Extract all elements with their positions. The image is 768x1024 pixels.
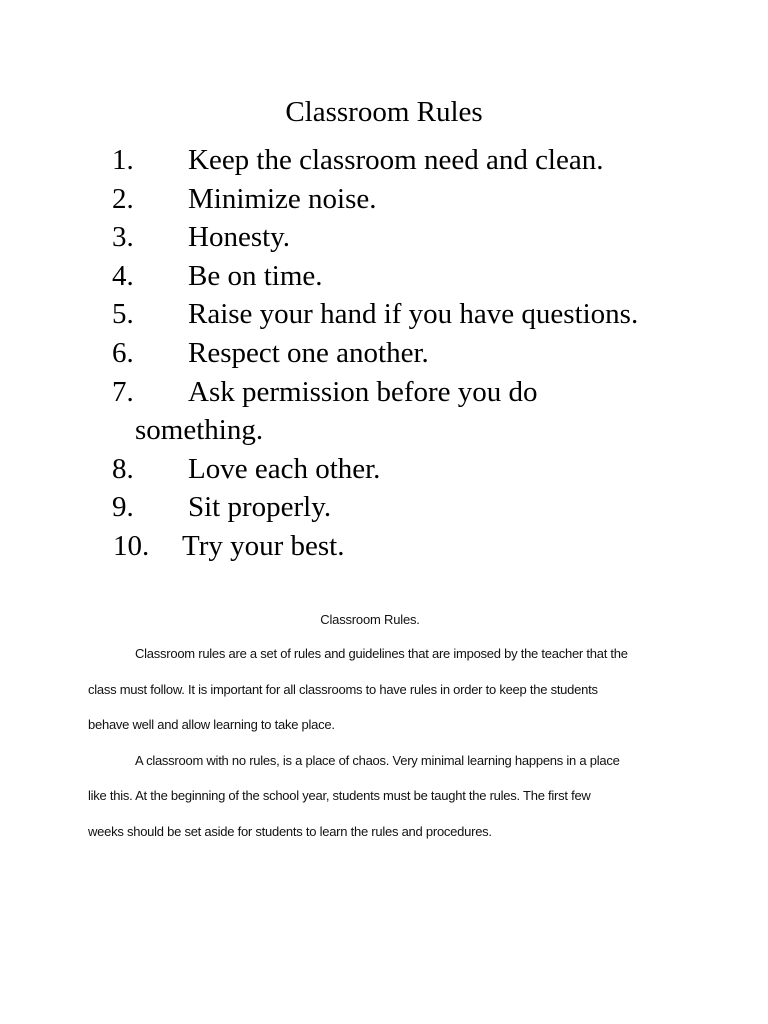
rule-text: Raise your hand if you have questions. xyxy=(188,298,639,331)
rule-number: 9. xyxy=(112,491,134,524)
essay-line: weeks should be set aside for students to learn the rules and procedures. xyxy=(88,823,492,839)
rule-text: Keep the classroom need and clean. xyxy=(188,144,604,176)
essay-line: like this. At the beginning of the school year, students must be taught the rules. The first few xyxy=(88,788,591,803)
rule-item xyxy=(0,334,768,373)
rule-text-block xyxy=(135,373,538,450)
rule-text: Ask permission before you do xyxy=(188,375,538,408)
rule-number: 7. xyxy=(112,375,134,408)
rule-item xyxy=(0,295,768,334)
rule-number: 8. xyxy=(112,452,134,485)
rule-item xyxy=(0,218,768,257)
rule-text-continuation: something. xyxy=(135,414,264,447)
rule-item xyxy=(0,257,768,296)
essay-title: Classroom Rules. xyxy=(320,612,420,627)
rule-text: Minimize noise. xyxy=(188,182,377,215)
rule-number: 10. xyxy=(113,529,150,562)
rule-number: 1. xyxy=(112,144,134,176)
rule-number: 2. xyxy=(112,182,134,215)
rule-item xyxy=(0,488,768,527)
rule-text: Respect one another. xyxy=(188,336,429,369)
rule-item xyxy=(0,180,768,219)
rule-number: 4. xyxy=(112,259,134,292)
rule-text: Honesty. xyxy=(188,221,291,254)
rule-text: Love each other. xyxy=(188,452,381,485)
essay-paragraph xyxy=(88,636,688,743)
essay-line: class must follow. It is important for all classrooms to have rules in order to keep the students xyxy=(88,681,598,697)
rule-number: 3. xyxy=(112,221,134,254)
rule-item xyxy=(0,141,768,180)
rule-number: 6. xyxy=(112,336,134,369)
essay-line: A classroom with no rules, is a place of chaos. Very minimal learning happens in a place xyxy=(135,752,620,768)
page-title: Classroom Rules xyxy=(285,96,483,128)
rule-text: Try your best. xyxy=(182,529,345,562)
rule-item xyxy=(0,450,768,489)
rule-item xyxy=(0,373,768,450)
essay-line: behave well and allow learning to take place. xyxy=(88,717,335,732)
essay-line: Classroom rules are a set of rules and guidelines that are imposed by the teacher that the xyxy=(135,646,628,661)
essay-section xyxy=(88,604,688,849)
rule-number: 5. xyxy=(112,298,134,331)
rules-list xyxy=(0,141,768,566)
rule-item xyxy=(0,527,768,566)
rule-text: Sit properly. xyxy=(188,491,332,524)
essay-paragraph xyxy=(88,743,688,850)
rule-text: Be on time. xyxy=(188,259,323,292)
